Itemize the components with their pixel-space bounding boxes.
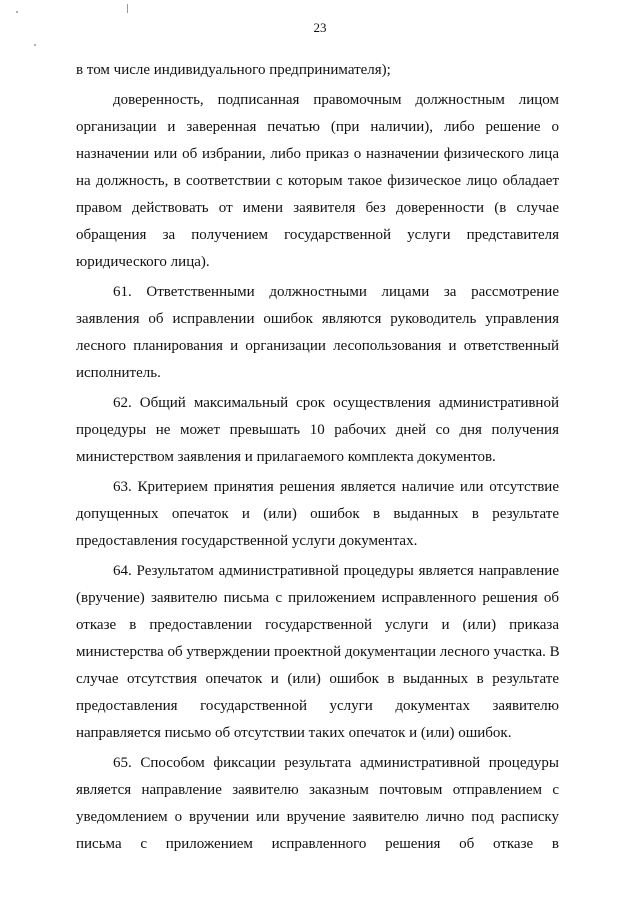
- text-line: 64. Результатом административной процедуры является направление: [113, 563, 559, 579]
- text-line: министерством заявления и прилагаемого комплекта документов.: [76, 449, 496, 465]
- scan-artifact: [34, 44, 36, 46]
- text-line: допущенных опечаток и (или) ошибок в выданных в результате: [76, 506, 559, 522]
- text-line: правом действовать от имени заявителя без доверенности (в случае: [76, 200, 559, 216]
- text-line: обращения за получением государственной услуги представителя: [76, 227, 559, 243]
- paragraph-proxy: [76, 87, 559, 276]
- paragraph-continuation: [76, 57, 559, 84]
- text-line: уведомлением о вручении или вручение заявителю лично под расписку: [76, 809, 559, 825]
- scan-artifact: [16, 11, 18, 13]
- paragraph-61: [76, 279, 559, 387]
- paragraph-65: [76, 750, 559, 858]
- text-line: отказе в предоставлении государственной услуги и (или) приказа: [76, 617, 559, 633]
- text-line: 61. Ответственными должностными лицами за рассмотрение: [113, 284, 559, 300]
- text-line: заявления об исправлении ошибок являются руководитель управления: [76, 311, 559, 327]
- text-line: доверенность, подписанная правомочным должностным лицом: [113, 92, 559, 108]
- paragraph-64: [76, 558, 559, 747]
- text-line: организации и заверенная печатью (при наличии), либо решение о: [76, 119, 559, 135]
- text-line: (вручение) заявителю письма с приложением исправленного решения об: [76, 590, 559, 606]
- paragraph-62: [76, 390, 559, 471]
- text-line: процедуры не может превышать 10 рабочих дней со дня получения: [76, 422, 559, 438]
- scan-artifact: [127, 4, 128, 13]
- text-line: исполнитель.: [76, 365, 161, 381]
- text-line: 65. Способом фиксации результата административной процедуры: [113, 755, 559, 771]
- text-line: юридического лица).: [76, 254, 210, 270]
- text-line: лесного планирования и организации лесопользования и ответственный: [76, 338, 559, 354]
- text-line: предоставления государственной услуги документах заявителю: [76, 698, 559, 714]
- text-line: является направление заявителю заказным почтовым отправлением с: [76, 782, 559, 798]
- text-line: 63. Критерием принятия решения является наличие или отсутствие: [113, 479, 559, 495]
- text-line: министерства об утверждении проектной документации лесного участка. В: [76, 644, 560, 660]
- text-line: в том числе индивидуального предпринимателя);: [76, 62, 391, 78]
- text-line: назначении или об избрании, либо приказ о назначении физического лица: [76, 146, 559, 162]
- paragraph-63: [76, 474, 559, 555]
- page-number: 23: [313, 20, 327, 35]
- document-body: [76, 57, 559, 858]
- text-line: 62. Общий максимальный срок осуществления административной: [113, 395, 559, 411]
- text-line: направляется письмо об отсутствии таких опечаток и (или) ошибок.: [76, 725, 512, 741]
- text-line: на должность, в соответствии с которым такое физическое лицо обладает: [76, 173, 559, 189]
- text-line: случае отсутствия опечаток и (или) ошибок в выданных в результате: [76, 671, 559, 687]
- text-line: предоставления государственной услуги документах.: [76, 533, 418, 549]
- text-line: письма с приложением исправленного решения об отказе в: [76, 836, 559, 852]
